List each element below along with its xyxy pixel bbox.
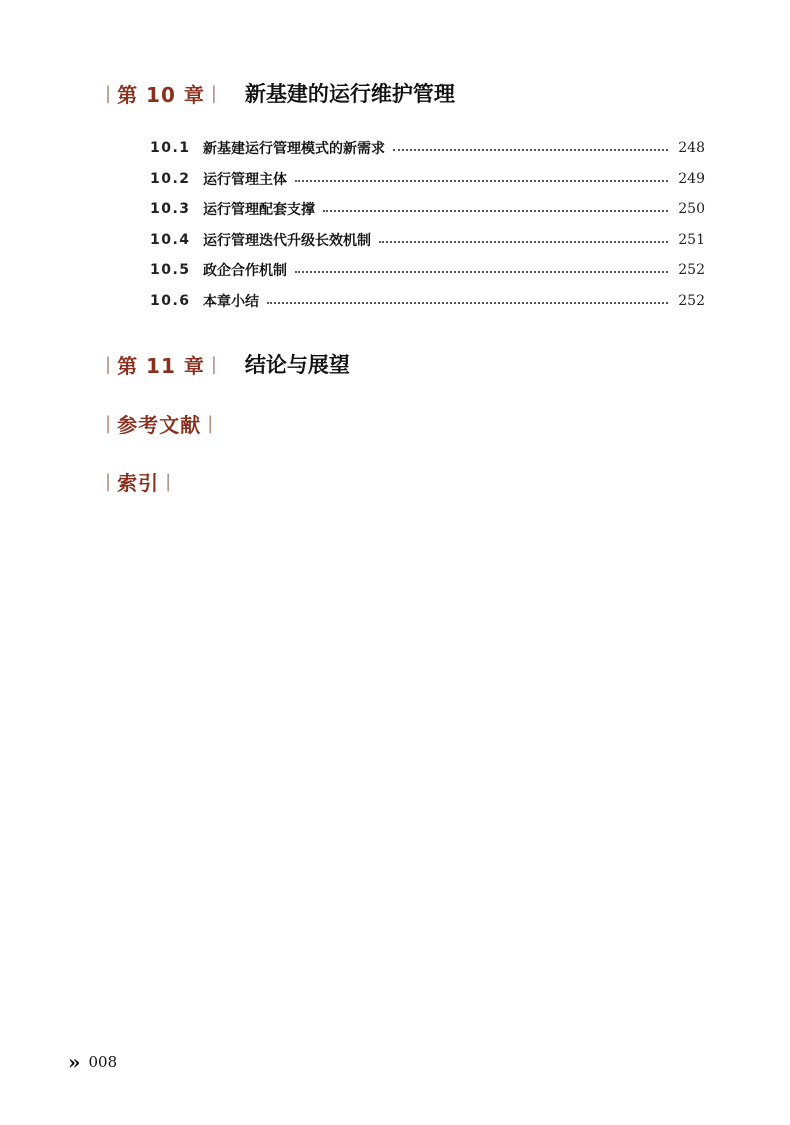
- heading-bar-right: |: [210, 353, 217, 375]
- section-title: 运行管理主体: [203, 171, 287, 188]
- heading-bar-left: |: [105, 413, 112, 434]
- toc-entry-10-1[interactable]: [150, 133, 705, 164]
- double-chevron-right-icon: »: [68, 1050, 79, 1074]
- toc-entry-10-2[interactable]: [150, 164, 705, 195]
- toc-entry-10-5[interactable]: [150, 255, 705, 286]
- section-number: 10.2: [150, 170, 191, 187]
- dot-leader: [379, 239, 668, 243]
- index-label: 索引: [117, 471, 160, 495]
- section-title: 运行管理配套支撑: [203, 202, 315, 219]
- dot-leader: [267, 300, 668, 304]
- section-title: 本章小结: [203, 293, 259, 310]
- section-number: 10.5: [150, 262, 191, 279]
- dot-leader: [323, 208, 668, 212]
- section-title: 政企合作机制: [203, 263, 287, 280]
- heading-bar-left: |: [105, 471, 112, 492]
- heading-bar-right: |: [165, 471, 172, 492]
- section-page: 248: [678, 140, 705, 157]
- section-page: 252: [678, 292, 705, 309]
- references-heading[interactable]: [105, 409, 213, 438]
- dot-leader: [393, 147, 668, 151]
- toc-entry-10-4[interactable]: [150, 225, 705, 256]
- chapter-10-heading: [105, 78, 455, 108]
- section-title: 新基建运行管理模式的新需求: [203, 141, 385, 158]
- section-page: 251: [678, 231, 705, 248]
- dot-leader: [295, 178, 668, 182]
- chapter-10-title: 新基建的运行维护管理: [244, 81, 455, 106]
- references-label: 参考文献: [117, 413, 202, 437]
- toc-entry-10-6[interactable]: [150, 286, 705, 317]
- section-number: 10.6: [150, 292, 191, 309]
- page-footer: [68, 1050, 117, 1074]
- section-number: 10.4: [150, 231, 191, 248]
- section-page: 250: [678, 201, 705, 218]
- heading-bar-left: |: [105, 82, 112, 104]
- chapter-11-heading[interactable]: [105, 349, 350, 379]
- heading-bar-right: |: [207, 413, 214, 434]
- toc-entry-10-3[interactable]: [150, 194, 705, 225]
- section-number: 10.3: [150, 201, 191, 218]
- chapter-10-label: 第 10 章: [117, 82, 205, 107]
- chapter-10-toc: [150, 133, 705, 316]
- section-page: 249: [678, 170, 705, 187]
- section-number: 10.1: [150, 140, 191, 157]
- section-page: 252: [678, 262, 705, 279]
- page-number: 008: [88, 1053, 118, 1071]
- heading-bar-left: |: [105, 353, 112, 375]
- chapter-11-label: 第 11 章: [117, 353, 205, 378]
- heading-bar-right: |: [210, 82, 217, 104]
- section-title: 运行管理迭代升级长效机制: [203, 232, 371, 249]
- chapter-11-title: 结论与展望: [244, 352, 350, 377]
- dot-leader: [295, 269, 668, 273]
- index-heading[interactable]: [105, 467, 171, 496]
